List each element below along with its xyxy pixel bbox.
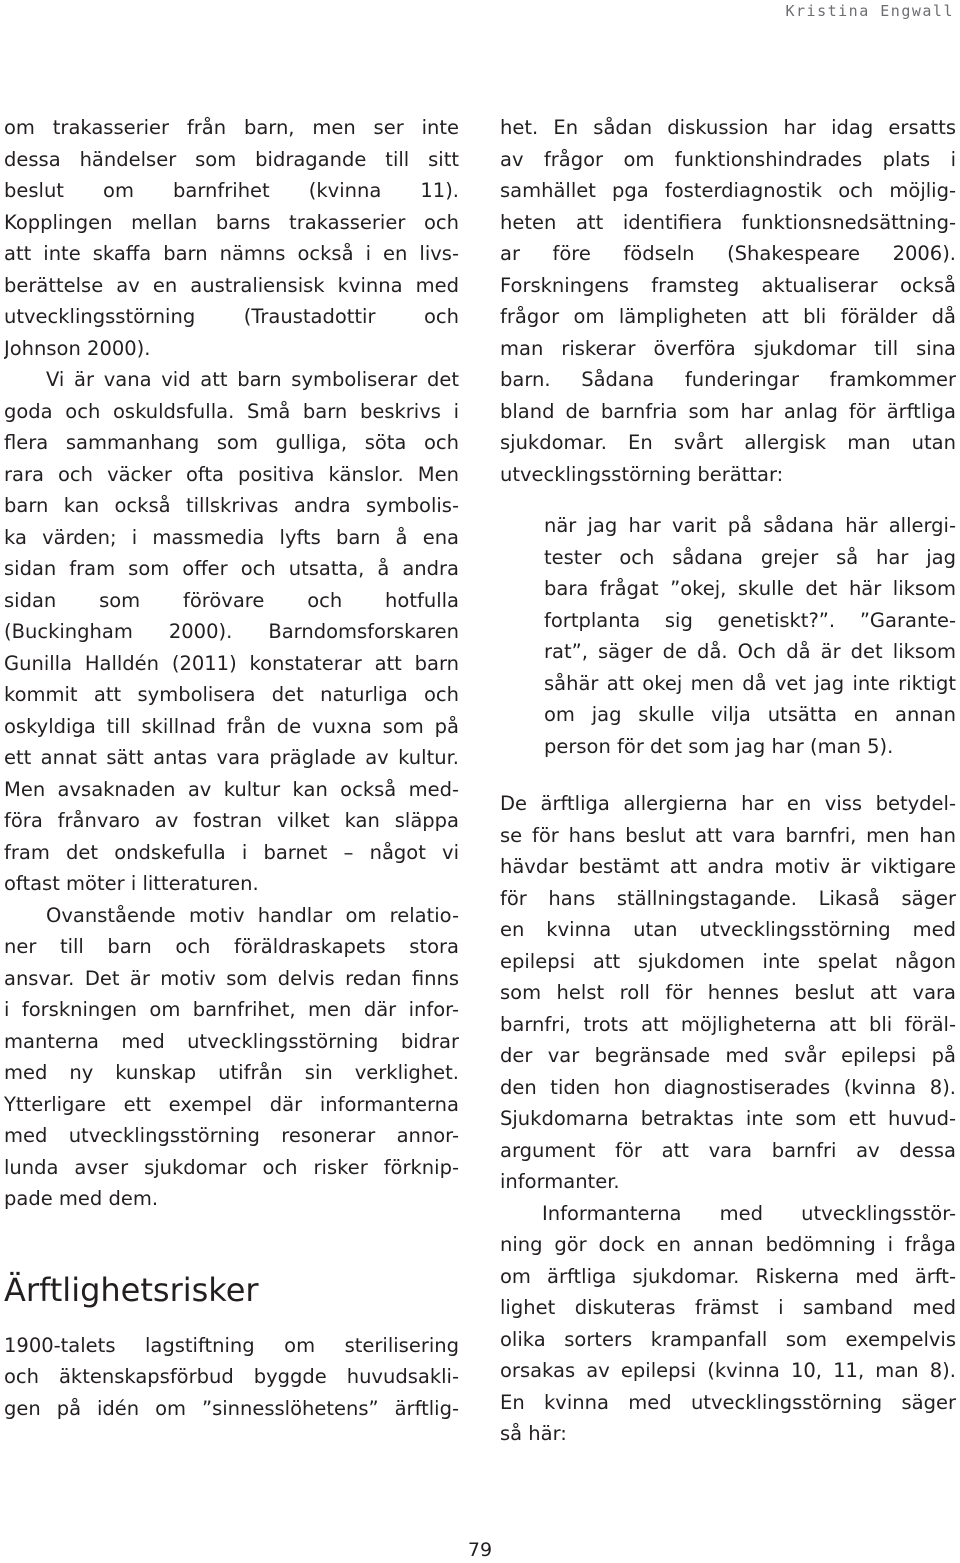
text-line: barnfri, trots att möjligheterna att bli föräl- (500, 1012, 956, 1036)
text-line: oskyldiga till skillnad från de vuxna som på (4, 714, 459, 738)
text-line: goda och oskuldsfulla. Små barn beskrivs i (4, 399, 459, 423)
text-line: ner till barn och föräldraskapets stora (4, 935, 459, 958)
text-line: 1900-talets lagstiftning om sterilisering (4, 1333, 459, 1357)
text-line: sidan fram som offer och utsatta, å andra (4, 557, 459, 580)
running-header-author: Kristina Engwall (785, 2, 954, 20)
right-column (500, 112, 956, 1450)
text-line: oftast möter i litteraturen. (4, 872, 259, 895)
text-line: Kopplingen mellan barns trakasserier och (4, 210, 459, 234)
text-line: med utvecklingsstörning resonerar annor- (4, 1124, 459, 1147)
text-line: berättelse av en australiensisk kvinna med (4, 273, 459, 297)
text-line: Gunilla Halldén (2011) konstaterar att barn (4, 651, 459, 675)
paragraph (500, 1198, 956, 1450)
text-line: Ytterligare ett exempel där informanterna (4, 1092, 459, 1116)
text-line: argument för att vara barnfri av dessa (500, 1138, 956, 1162)
block-quote (500, 510, 956, 762)
text-line: frågor om lämpligheten att bli förälder då (500, 305, 956, 328)
text-line: heten att identifiera funktionsnedsättning- (500, 210, 956, 234)
text-line: sidan som förövare och hotfulla (4, 588, 459, 612)
text-line: se för hans beslut att vara barnfri, men han (500, 823, 956, 847)
text-line: utvecklingsstörning (Traustadottir och (4, 305, 459, 328)
text-line: pade med dem. (4, 1187, 159, 1210)
text-line: Forskningens framsteg aktualiserar också (500, 273, 956, 297)
paragraph (4, 112, 459, 364)
text-line: föra frånvaro av fostran vilket kan släppa (4, 809, 459, 832)
text-line: dessa händelser som bidragande till sitt (4, 147, 459, 171)
paragraph (4, 900, 459, 1215)
text-line: att inte skaffa barn nämns också i en livs- (4, 242, 459, 265)
text-line: barn. Sådana funderingar framkommer (500, 368, 956, 391)
text-line: man riskerar överföra sjukdomar till sina (500, 336, 956, 360)
quote-line: bara frågat ”okej, skulle det här liksom (544, 577, 956, 600)
text-line: ning gör dock en annan bedömning i fråga (500, 1233, 956, 1256)
text-line: informanter. (500, 1170, 620, 1193)
text-line: hävdar bestämt att andra motiv är viktigare (500, 855, 956, 878)
text-line: Men avsaknaden av kultur kan också med- (4, 777, 459, 801)
text-line: sjukdomar. En svårt allergisk man utan (500, 431, 956, 454)
text-line: der var begränsade med svår epilepsi på (500, 1044, 956, 1067)
text-line: för hans ställningstagande. Likaså säger (500, 886, 956, 910)
text-line: Ovanstående motiv handlar om relatio- (46, 903, 459, 927)
text-line: lunda avser sjukdomar och risker förknip- (4, 1155, 459, 1179)
text-line: orsakas av epilepsi (kvinna 10, 11, man 8). (500, 1359, 956, 1382)
text-line: den tiden hon diagnostiserades (kvinna 8). (500, 1075, 956, 1099)
text-line: gen på idén om ”sinnesslöhetens” ärftlig- (4, 1396, 459, 1420)
text-line: av frågor om funktionshindrades plats i (500, 147, 956, 171)
text-line: epilepsi att sjukdomen inte spelat någon (500, 949, 956, 973)
text-line: flera sammanhang som gulliga, söta och (4, 431, 459, 454)
paragraph (500, 788, 956, 1198)
text-line: het. En sådan diskussion har idag ersatts (500, 116, 956, 139)
text-line: fram det ondskefulla i barnet – något vi (4, 840, 459, 864)
text-line: olika sorters krampanfall som exempelvis (500, 1327, 956, 1351)
page-number: 79 (467, 1539, 493, 1561)
text-line: kommit att symbolisera det naturliga och (4, 683, 459, 706)
text-line: utvecklingsstörning berättar: (500, 462, 784, 486)
paragraph (4, 1330, 459, 1425)
text-line: ar före födseln (Shakespeare 2006). (500, 242, 956, 265)
text-line: manterna med utvecklingsstörning bidrar (4, 1029, 459, 1053)
text-line: barn kan också tillskrivas andra symbolis- (4, 494, 459, 517)
text-line: som helst roll för hennes beslut att vara (500, 981, 956, 1004)
text-line: lighet diskuteras främst i samband med (500, 1296, 956, 1319)
text-line: (Buckingham 2000). Barndomsforskaren (4, 620, 459, 643)
text-line: samhället pga fosterdiagnostik och möjlig- (500, 179, 956, 202)
text-line: i forskningen om barnfrihet, men där infor- (4, 998, 459, 1021)
paragraph (4, 364, 459, 900)
text-line: beslut om barnfrihet (kvinna 11). (4, 179, 459, 202)
quote-line: fortplanta sig genetiskt?”. ”Garante- (544, 608, 956, 632)
text-line: rara och väcker ofta positiva känslor. Men (4, 462, 459, 486)
text-line: så här: (500, 1422, 567, 1445)
text-line: med ny kunskap utifrån sin verklighet. (4, 1061, 459, 1084)
text-line: om ärftliga sjukdomar. Riskerna med ärft- (500, 1264, 956, 1288)
quote-line: om jag skulle vilja utsätta en annan (544, 703, 956, 726)
text-line: och äktenskapsförbud byggde huvudsakli- (4, 1365, 459, 1388)
text-line: ka värden; i massmedia lyfts barn å ena (4, 525, 459, 549)
section-heading: Ärftlighetsrisker (4, 1270, 259, 1309)
text-line: ett annat sätt antas vara präglade av kultur. (4, 746, 459, 769)
quote-line: person för det som jag har (man 5). (544, 734, 894, 758)
text-line: Informanterna med utvecklingsstör- (542, 1201, 956, 1225)
quote-line: när jag har varit på sådana här allergi- (544, 514, 956, 537)
text-line: De ärftliga allergierna har en viss betydel- (500, 792, 956, 815)
text-line: En kvinna med utvecklingsstörning säger (500, 1390, 956, 1414)
left-column (4, 112, 459, 1424)
text-line: en kvinna utan utvecklingsstörning med (500, 918, 956, 941)
text-line: Sjukdomarna betraktas inte som ett huvud- (500, 1107, 956, 1130)
text-line: bland de barnfria som har anlag för ärftliga (500, 399, 956, 423)
quote-line: rat”, säger de då. Och då är det liksom (544, 640, 956, 663)
text-line: om trakasserier från barn, men ser inte (4, 116, 459, 139)
text-line: Vi är vana vid att barn symboliserar det (46, 368, 459, 391)
quote-line: såhär att okej men då vet jag inte riktigt (544, 671, 956, 695)
paragraph (500, 112, 956, 490)
quote-line: tester och sådana grejer så har jag (544, 545, 956, 569)
text-line: Johnson 2000). (4, 336, 151, 360)
text-line: ansvar. Det är motiv som delvis redan finns (4, 966, 459, 990)
